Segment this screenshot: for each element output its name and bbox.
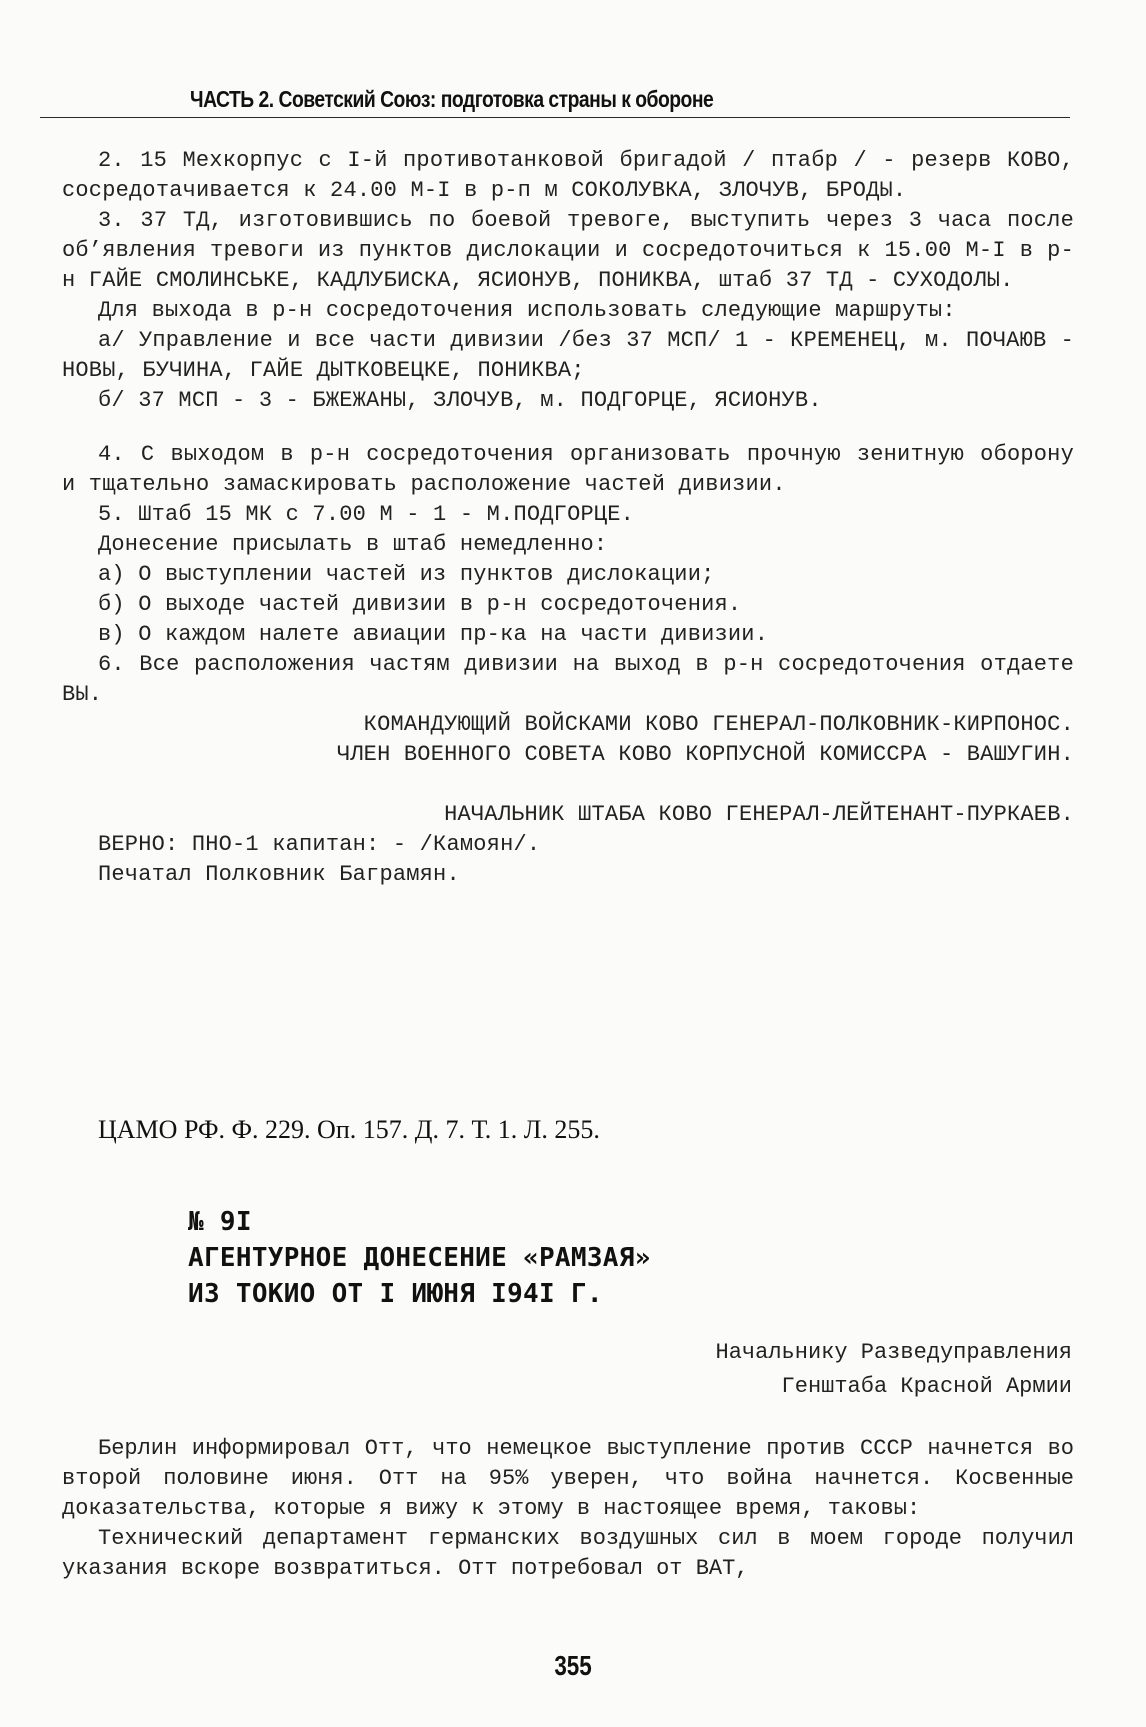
signature-commander: КОМАНДУЮЩИЙ ВОЙСКАМИ КОВО ГЕНЕРАЛ-ПОЛКОВНИК-КИРПОНОС. [363, 712, 1074, 737]
paragraph-routes-intro: Для выхода в р-н сосредоточения использовать следующие маршруты: [98, 298, 956, 323]
paragraph-item-4: 4. С выходом в р-н сосредоточения организовать прочную зенитную оборону и тщательно замаскировать расположение частей дивизии. [62, 442, 1074, 497]
report-body [62, 1434, 1074, 1584]
paragraph-item-5: 5. Штаб 15 МК с 7.00 М - 1 - М.ПОДГОРЦЕ. [98, 502, 635, 527]
report-paragraph-2: Технический департамент германских воздушных сил в моем городе получил указания вскоре возвратиться. Отт потребовал от ВАТ, [62, 1526, 1074, 1581]
addressee-line-1: Начальнику Разведуправления [715, 1340, 1072, 1365]
document-title-line-2: ИЗ ТОКИО ОТ I ИЮНЯ I94I Г. [188, 1279, 603, 1309]
addressee-block [716, 1336, 1072, 1404]
document-number: № 9I [188, 1207, 252, 1237]
header-rule [40, 117, 1070, 118]
paragraph-item-3: 3. 37 ТД, изготовившись по боевой тревоге, выступить через 3 часа после об’явления тревоги из пунктов дислокации и сосредоточиться к 15.00 М-I в р-н ГАЙЕ СМОЛИНСЬКЕ, КАДЛУБИСКА, ЯСИОНУВ, ПОНИКВА, штаб 37 ТД - СУХОДОЛЫ. [62, 208, 1074, 293]
paragraph-item-6: 6. Все расположения частям дивизии на выход в р-н сосредоточения отдаете ВЫ. [62, 652, 1074, 707]
paragraph-route-a: а/ Управление и все части дивизии /без 37 МСП/ 1 - КРЕМЕНЕЦ, м. ПОЧАЮВ - НОВЫ, БУЧИНА, ГАЙЕ ДЫТКОВЕЦКЕ, ПОНИКВА; [62, 328, 1074, 383]
archive-reference: ЦАМО РФ. Ф. 229. Оп. 157. Д. 7. Т. 1. Л. 255. [98, 1115, 600, 1144]
document-heading [188, 1204, 651, 1312]
running-header: ЧАСТЬ 2. Советский Союз: подготовка страны к обороне [190, 86, 714, 112]
paragraph-report-b: б) О выходе частей дивизии в р-н сосредоточения. [98, 592, 742, 617]
page-number: 355 [554, 1650, 592, 1681]
directive-text [62, 146, 1074, 890]
report-paragraph-1: Берлин информировал Отт, что немецкое выступление против СССР начнется во второй половине июня. Отт на 95% уверен, что война начнется. Косвенные доказательства, которые я вижу к этому в настоящее время, таковы: [62, 1436, 1074, 1521]
signature-chief-of-staff: НАЧАЛЬНИК ШТАБА КОВО ГЕНЕРАЛ-ЛЕЙТЕНАНТ-ПУРКАЕВ. [444, 802, 1074, 827]
typed-by-line: Печатал Полковник Баграмян. [98, 862, 460, 887]
signature-council-member: ЧЛЕН ВОЕННОГО СОВЕТА КОВО КОРПУСНОЙ КОМИССРА - ВАШУГИН. [336, 742, 1074, 767]
paragraph-item-2: 2. 15 Мехкорпус с I-й противотанковой бригадой / птабр / - резерв КОВО, сосредотачивается к 24.00 М-I в р-п м СОКОЛУВКА, ЗЛОЧУВ, БРОДЫ. [62, 148, 1074, 203]
paragraph-route-b: б/ 37 МСП - 3 - БЖЕЖАНЫ, ЗЛОЧУВ, м. ПОДГОРЦЕ, ЯСИОНУВ. [98, 388, 822, 413]
paragraph-report-c: в) О каждом налете авиации пр-ка на части дивизии. [98, 622, 769, 647]
paragraph-report-a: а) О выступлении частей из пунктов дислокации; [98, 562, 715, 587]
paragraph-report-intro: Донесение присылать в штаб немедленно: [98, 532, 608, 557]
addressee-line-2: Генштаба Красной Армии [781, 1374, 1072, 1399]
document-title-line-1: АГЕНТУРНОЕ ДОНЕСЕНИЕ «РАМЗАЯ» [188, 1243, 651, 1273]
certification-line: ВЕРНО: ПНО-1 капитан: - /Камоян/. [98, 832, 541, 857]
